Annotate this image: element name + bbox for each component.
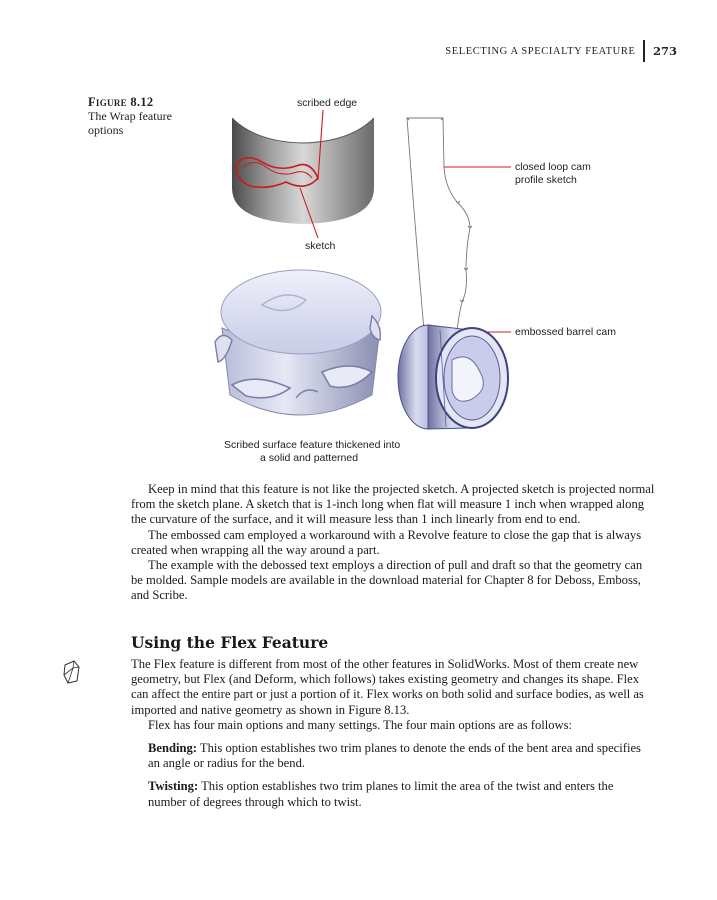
patterned-bowl — [215, 270, 381, 415]
callout-sketch: sketch — [305, 240, 336, 252]
figure-label: Figure 8.12 — [88, 95, 154, 109]
figure-caption-text: The Wrap feature options — [88, 109, 172, 137]
paragraph-debossed-text: The example with the debossed text employs a direction of pull and draft so that the geometry can be molded. Sample models are available in the download material for Chapter 8 for Deboss, Emboss, and Scribe. — [131, 558, 643, 603]
body-text-block-1 — [131, 482, 655, 604]
body-text-block-2 — [131, 657, 655, 810]
paragraph-flex-options: Flex has four main options and many settings. The four main options are as follows: — [148, 717, 573, 732]
new-feature-icon — [62, 659, 82, 685]
list-item-bending — [131, 741, 655, 771]
callout-scribed-surface-2: a solid and patterned — [260, 452, 359, 464]
embossed-barrel-cam — [398, 325, 508, 429]
paragraph-embossed-cam: The embossed cam employed a workaround with a Revolve feature to close the gap that is always created when wrapping all the way around a part. — [131, 527, 642, 557]
callout-closed-loop-1: closed loop cam — [515, 161, 591, 173]
bending-description: This option establishes two trim planes to denote the ends of the bent area and specifies an angle or radius for the bend. — [148, 741, 641, 771]
twisting-description: This option establishes two trim planes to limit the area of the twist and enters the number of degrees through which to twist. — [148, 779, 614, 809]
callout-scribed-edge: scribed edge — [297, 97, 358, 109]
running-title: SELECTING A SPECIALTY FEATURE — [445, 45, 636, 57]
paragraph-projection: Keep in mind that this feature is not like the projected sketch. A projected sketch is projected normal from the sketch plane. A sketch that is 1-inch long when flat will measure 1 inch when wrapped along the curvature of the surface, and it will measure less than 1 inch linearly from end to end. — [131, 482, 655, 527]
callout-closed-loop-2: profile sketch — [515, 174, 577, 186]
term-bending: Bending: — [148, 741, 197, 756]
term-twisting: Twisting: — [148, 779, 199, 794]
section-title: Using the Flex Feature — [131, 633, 329, 652]
scribed-cylinder — [232, 118, 374, 224]
callout-embossed-barrel-cam: embossed barrel cam — [515, 326, 616, 338]
paragraph-flex-intro: The Flex feature is different from most of the other features in SolidWorks. Most of them create new geometry, but Flex (and Deform, which follows) takes existing geometry and changes its shape. Flex can affect the entire part or just a portion of it. Flex works on both solid and surface bodies, as well as imported and native geometry as shown in Figure 8.13. — [131, 657, 644, 717]
callout-scribed-surface-1: Scribed surface feature thickened into — [224, 439, 401, 451]
page-number: 273 — [652, 44, 677, 58]
list-item-twisting — [131, 779, 655, 809]
